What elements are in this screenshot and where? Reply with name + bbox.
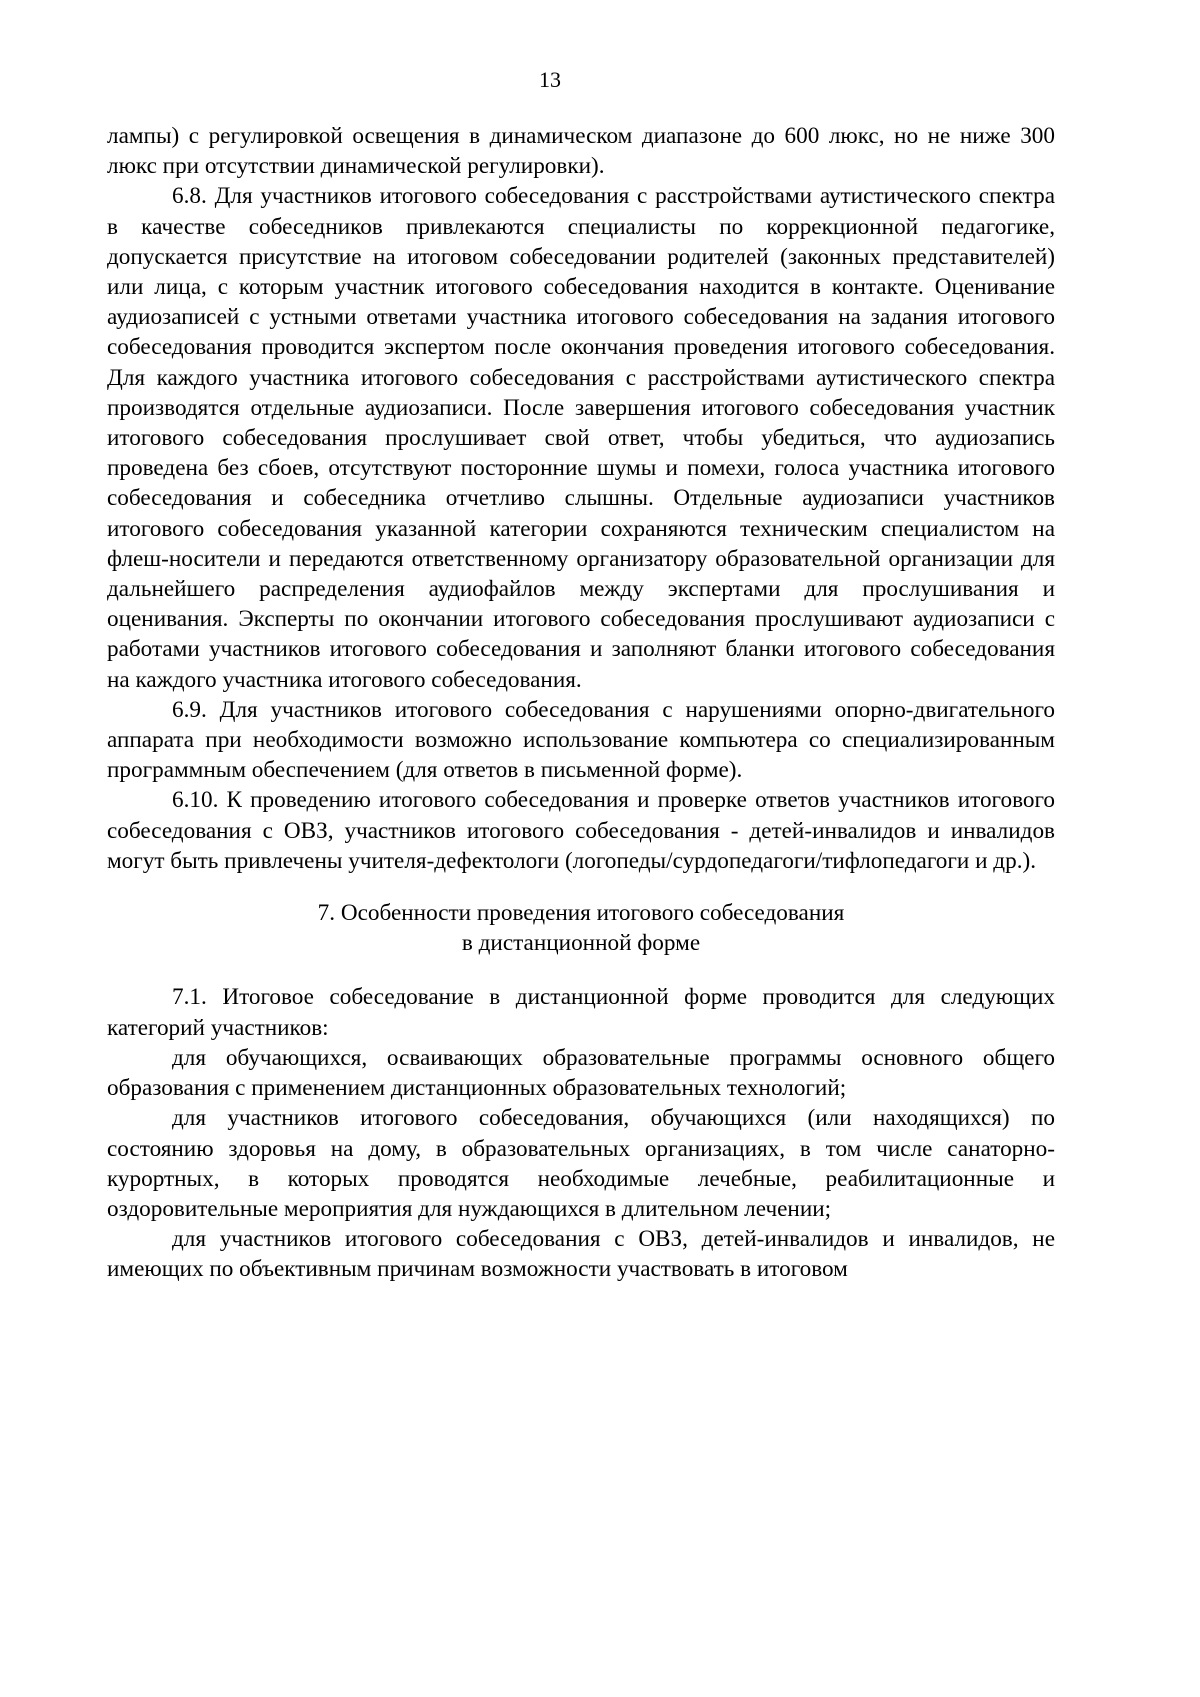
page-number: 13: [539, 67, 561, 92]
list-item-distance-learners: для обучающихся, осваивающих образовательные программы основного общего образования с применением дистанционных образовательных технологий;: [107, 1044, 1055, 1102]
paragraph-6-9: 6.9. Для участников итогового собеседования с нарушениями опорно-двигательного аппарата при необходимости возможно использование компьютера со специализированным программным обеспечением (для ответов в письменной форме).: [107, 696, 1055, 784]
paragraph-6-8: 6.8. Для участников итогового собеседования с расстройствами аутистического спектра в качестве собеседников привлекаются специалисты по коррекционной педагогике, допускается присутствие на итоговом собеседовании родителей (законных представителей) или лица, с которым участник итогового собеседования находится в контакте. Оценивание аудиозаписей с устными ответами участника итогового собеседования на задания итогового собеседования проводится экспертом после окончания проведения итогового собеседования. Для каждого участника итогового собеседования с расстройствами аутистического спектра производятся отдельные аудиозаписи. После завершения итогового собеседования участник итогового собеседования прослушивает свой ответ, чтобы убедиться, что аудиозапись проведена без сбоев, отсутствуют посторонние шумы и помехи, голоса участника итогового собеседования и собеседника отчетливо слышны. Отдельные аудиозаписи участников итогового собеседования указанной категории сохраняются техническим специалистом на флеш-носители и передаются ответственному организатору образовательной организации для дальнейшего распределения аудиофайлов между экспертами для прослушивания и оценивания. Эксперты по окончании итогового собеседования прослушивают аудиозаписи с работами участников итогового собеседования и заполняют бланки итогового собеседования на каждого участника итогового собеседования.: [107, 183, 1055, 693]
section-7-heading: [107, 898, 1055, 958]
list-item-home-or-sanatorium: для участников итогового собеседования, обучающихся (или находящихся) по состоянию здоровья на дому, в образовательных организациях, в том числе санаторно-курортных, в которых проводятся необходимые лечебные, реабилитационные и оздоровительные мероприятия для нуждающихся в длительном лечении;: [107, 1105, 1055, 1222]
paragraph-7-1: 7.1. Итоговое собеседование в дистанционной форме проводится для следующих категорий участников:: [107, 984, 1055, 1041]
document-body: [107, 121, 1055, 1285]
section-7-heading-line-1: 7. Особенности проведения итогового собеседования: [317, 900, 845, 927]
paragraph-lighting-continuation: лампы) с регулировкой освещения в динамическом диапазоне до 600 люкс, но не ниже 300 люкс при отсутствии динамической регулировки).: [107, 123, 1055, 180]
paragraph-6-10: 6.10. К проведению итогового собеседования и проверке ответов участников итогового собеседования с ОВЗ, участников итогового собеседования - детей-инвалидов и инвалидов могут быть привлечены учителя-дефектологи (логопеды/сурдопедагоги/тифлопедагоги и др.).: [107, 787, 1055, 874]
section-7-heading-line-2: в дистанционной форме: [461, 930, 701, 957]
list-item-ovz-disabled: для участников итогового собеседования с ОВЗ, детей-инвалидов и инвалидов, не имеющих по объективным причинам возможности участвовать в итоговом: [107, 1226, 1055, 1283]
